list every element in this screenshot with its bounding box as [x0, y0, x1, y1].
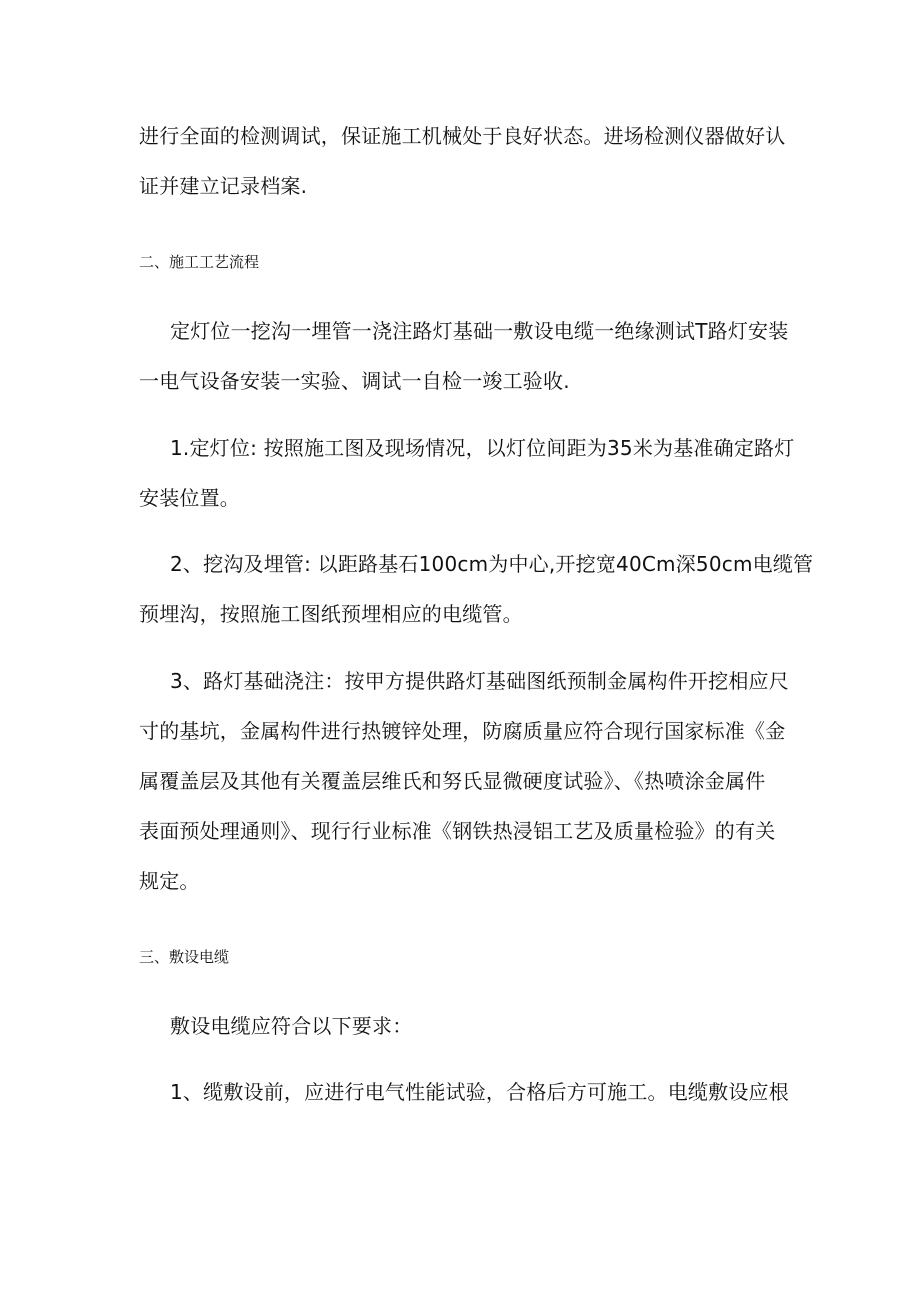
- item-3-line-5: 规定。: [139, 869, 200, 893]
- item-2-line-2: 预埋沟，按照施工图纸预埋相应的电缆管。: [139, 602, 523, 626]
- section-3-item-1-line-1: 1、缆敷设前，应进行电气性能试验，合格后方可施工。电缆敷设应根: [170, 1080, 789, 1104]
- section-2-heading: 二、施工工艺流程: [139, 253, 260, 271]
- section-3-intro: 敷设电缆应符合以下要求：: [170, 1014, 413, 1038]
- item-1-line-2: 安装位置。: [139, 486, 240, 510]
- item-3-line-4: 表面预处理通则》、现行行业标准《钢铁热浸铝工艺及质量检验》的有关: [139, 819, 776, 843]
- item-2-line-1: 2、挖沟及埋管: 以距路基石100cm为中心,开挖宽40Cm深50cm电缆管: [170, 552, 814, 576]
- intro-line-2: 证并建立记录档案.: [139, 174, 308, 198]
- item-3-line-3: 属覆盖层及其他有关覆盖层维氏和努氏显微硬度试验》、《热喷涂金属件: [139, 769, 766, 793]
- flow-line-1: 定灯位一挖沟一埋管一浇注路灯基础一敷设电缆一绝缘测试T路灯安装: [170, 319, 789, 343]
- flow-line-2: 一电气设备安装一实验、调试一自检一竣工验收.: [139, 369, 570, 393]
- section-3-heading: 三、敷设电缆: [139, 948, 230, 966]
- item-3-line-1: 3、路灯基础浇注：按甲方提供路灯基础图纸预制金属构件开挖相应尺: [170, 669, 789, 693]
- item-1-line-1: 1.定灯位: 按照施工图及现场情况，以灯位间距为35米为基准确定路灯: [170, 436, 795, 460]
- intro-line-1: 进行全面的检测调试，保证施工机械处于良好状态。进场检测仪器做好认: [139, 124, 786, 148]
- item-3-line-2: 寸的基坑，金属构件进行热镀锌处理，防腐质量应符合现行国家标准《金: [139, 719, 786, 743]
